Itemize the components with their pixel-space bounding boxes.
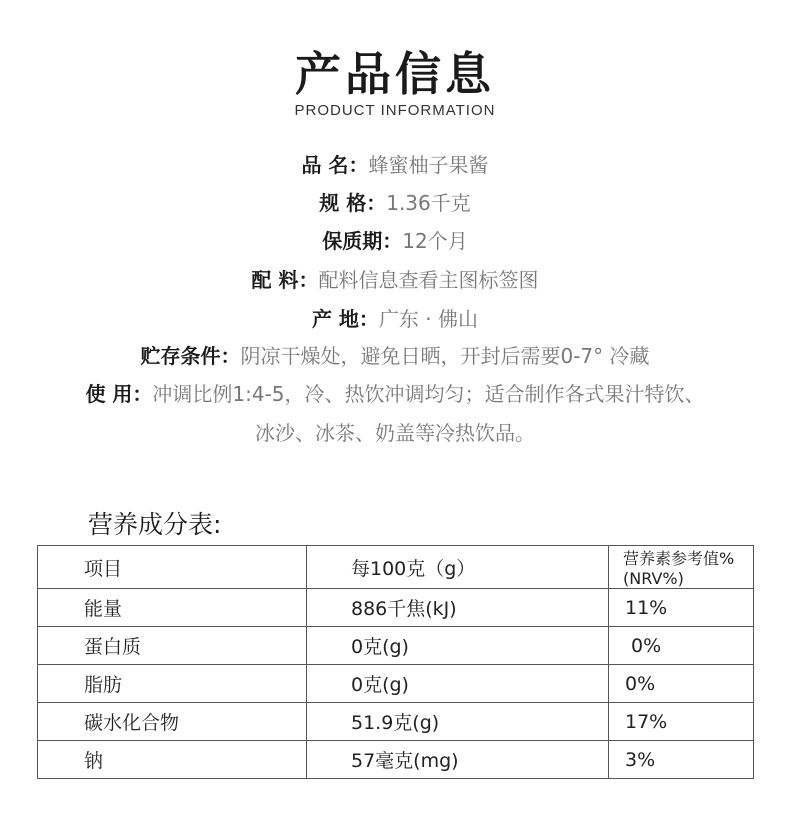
info-shelf-value: 12个月 <box>402 229 468 253</box>
info-name <box>0 152 790 178</box>
nutrition-table <box>37 545 754 779</box>
info-origin-value: 广东 · 佛山 <box>378 307 479 331</box>
info-spec <box>0 190 790 216</box>
page-subtitle: PRODUCT INFORMATION <box>294 102 496 119</box>
table-row <box>38 741 754 779</box>
cell-per-100g: 0克(g) <box>307 665 609 703</box>
cell-per-100g: 51.9克(g) <box>307 703 609 741</box>
info-name-label: 品 名： <box>301 153 369 177</box>
cell-per-100g: 57毫克(mg) <box>307 741 609 779</box>
page-title: 产品信息 <box>295 47 495 101</box>
cell-nrv: 0% <box>609 665 754 703</box>
cell-item: 蛋白质 <box>38 627 307 665</box>
info-usage-value-2: 冰沙、冰茶、奶盖等冷热饮品。 <box>255 421 535 445</box>
column-header-item: 项目 <box>38 546 307 589</box>
info-usage-value-1: 冲调比例1:4-5，冷、热饮冲调均匀；适合制作各式果汁特饮、 <box>152 382 705 406</box>
info-origin-label: 产 地： <box>311 307 379 331</box>
info-ingredients <box>0 267 790 293</box>
info-usage-label: 使 用： <box>85 382 153 406</box>
column-header-per-100g: 每100克（g） <box>307 546 609 589</box>
info-storage-value: 阴凉干燥处，避免日晒，开封后需要0-7° 冷藏 <box>240 344 650 368</box>
table-header-row <box>38 546 754 589</box>
info-spec-label: 规 格： <box>319 191 387 215</box>
cell-nrv: 3% <box>609 741 754 779</box>
info-name-value: 蜂蜜柚子果酱 <box>368 153 489 177</box>
column-header-nrv: 营养素参考值%(NRV%) <box>609 546 754 589</box>
cell-per-100g: 0克(g) <box>307 627 609 665</box>
info-ingredients-label: 配 料： <box>251 268 319 292</box>
table-row <box>38 703 754 741</box>
info-ingredients-value: 配料信息查看主图标签图 <box>318 268 539 292</box>
cell-nrv: 0% <box>609 627 754 665</box>
info-shelf-label: 保质期： <box>322 229 403 253</box>
cell-nrv: 17% <box>609 703 754 741</box>
info-origin <box>0 306 790 332</box>
cell-item: 钠 <box>38 741 307 779</box>
cell-item: 能量 <box>38 589 307 627</box>
info-storage <box>0 343 790 369</box>
nutrition-heading: 营养成分表: <box>88 510 222 539</box>
info-shelf-life <box>0 228 790 254</box>
cell-item: 脂肪 <box>38 665 307 703</box>
table-row <box>38 627 754 665</box>
cell-item: 碳水化合物 <box>38 703 307 741</box>
table-row <box>38 665 754 703</box>
info-spec-value: 1.36千克 <box>386 191 471 215</box>
info-storage-label: 贮存条件： <box>140 344 241 368</box>
table-row <box>38 589 754 627</box>
cell-nrv: 11% <box>609 589 754 627</box>
info-usage <box>0 381 790 407</box>
cell-per-100g: 886千焦(kJ) <box>307 589 609 627</box>
info-usage-continued <box>0 420 790 446</box>
